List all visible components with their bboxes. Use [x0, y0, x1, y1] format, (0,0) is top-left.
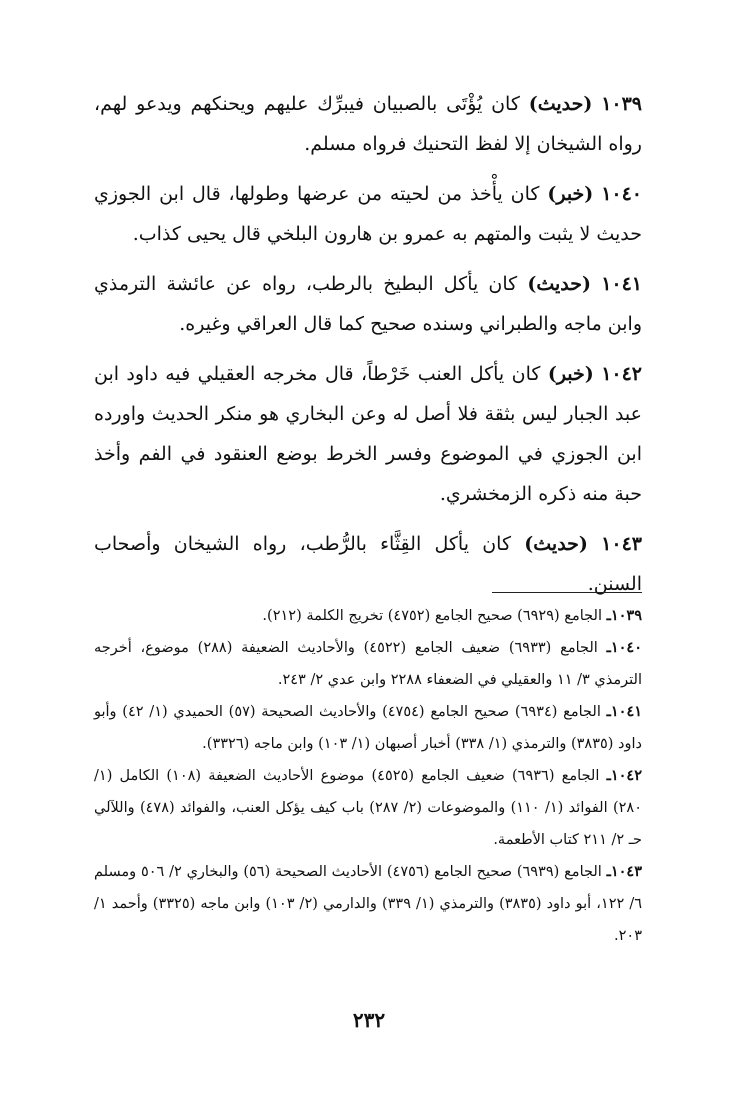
- footnotes: [94, 600, 642, 952]
- main-text: [94, 84, 642, 614]
- footnote-text: الجامع (٦٩٣٤) صحيح الجامع (٤٧٥٤) والأحاديث الصحيحة (٥٧) الحميدي (١/ ٤٢) وأبو داود (٣٨٣٥) والترمذي (١/ ٣٣٨) أخبار أصبهان (١/ ١٠٣) وابن ماجه (٣٣٢٦).: [94, 704, 642, 752]
- entry-number: ١٠٣٩: [601, 93, 643, 115]
- footnote-divider: [492, 592, 642, 593]
- entry-tag: (حديث): [528, 93, 593, 115]
- entry-number: ١٠٤١: [601, 273, 643, 295]
- entry-1042: [94, 354, 642, 514]
- footnote-number: ١٠٤٢ـ: [606, 767, 643, 784]
- entry-tag: (خبر): [547, 363, 594, 385]
- footnote-number: ١٠٤٣ـ: [606, 863, 642, 880]
- footnote-number: ١٠٣٩ـ: [606, 607, 642, 624]
- page-number: ٢٣٢: [352, 1008, 386, 1032]
- footnote-1042: [94, 760, 642, 856]
- footnote-1041: [94, 696, 642, 760]
- entry-1039: [94, 84, 642, 164]
- footnote-number: ١٠٤١ـ: [606, 703, 643, 720]
- entry-1040: [94, 174, 642, 254]
- footnote-text: الجامع (٦٩٢٩) صحيح الجامع (٤٧٥٢) تخريج الكلمة (٢١٢).: [262, 608, 602, 624]
- entry-text: كان يُؤْتَى بالصبيان فيبرِّك عليهم ويحنكهم ويدعو لهم، رواه الشيخان إلا لفظ التحنيك فرواه مسلم.: [94, 93, 642, 155]
- entry-tag: (حديث): [527, 273, 592, 295]
- entry-text: كان يأكل البطيخ بالرطب، رواه عن عائشة الترمذي وابن ماجه والطبراني وسنده صحيح كما قال العراقي وغيره.: [94, 273, 642, 335]
- footnote-text: الجامع (٦٩٣٦) ضعيف الجامع (٤٥٢٥) موضوع الأحاديث الضعيفة (١٠٨) الكامل (١/ ٢٨٠) الفوائد (١/ ١١٠) والموضوعات (٢/ ٢٨٧) باب كيف يؤكل العنب، والفوائد (٤٧٨) واللآلي حـ ٢/ ٢١١ كتاب الأطعمة.: [94, 768, 643, 848]
- footnote-text: الجامع (٦٩٣٩) صحيح الجامع (٤٧٥٦) الأحاديث الصحيحة (٥٦) والبخاري ٢/ ٥٠٦ ومسلم ٦/ ١٢٢، أبو داود (٣٨٣٥) والترمذي (١/ ٣٣٩) والدارمي (٢/ ١٠٣) وابن ماجه (٣٣٢٥) وأحمد ١/ ٢٠٣.: [94, 864, 643, 944]
- footnote-1039: [94, 600, 642, 632]
- entry-tag: (حديث): [524, 533, 588, 555]
- entry-number: ١٠٤٣: [601, 533, 642, 555]
- entry-number: ١٠٤٠: [601, 183, 643, 205]
- entry-tag: (خبر): [547, 183, 594, 205]
- entry-text: كان يأكل القِثَّاء بالرُّطب، رواه الشيخان وأصحاب السنن.: [94, 533, 642, 595]
- entry-1041: [94, 264, 642, 344]
- footnote-1043: [94, 856, 642, 952]
- entry-number: ١٠٤٢: [601, 363, 643, 385]
- footnote-text: الجامع (٦٩٣٣) ضعيف الجامع (٤٥٢٢) والأحاديث الضعيفة (٢٨٨) موضوع، أخرجه الترمذي ٣/ ١١ والعقيلي في الضعفاء ٢٢٨٨ وابن عدي ٢/ ٢٤٣.: [94, 640, 642, 688]
- entry-text: كان يأكل العنب خَرْطاً، قال مخرجه العقيلي فيه داود ابن عبد الجبار ليس بثقة فلا أصل له وعن البخاري هو منكر الحديث واورده ابن الجوزي في الموضوع وفسر الخرط بوضع العنقود في الفم وأخذ حبة منه ذكره الزمخشري.: [94, 363, 642, 505]
- entry-text: كان يأْخذ من لحيته من عرضها وطولها، قال ابن الجوزي حديث لا يثبت والمتهم به عمرو بن هارون البلخي قال يحيى كذاب.: [94, 183, 642, 245]
- footnote-1040: [94, 632, 642, 696]
- footnote-number: ١٠٤٠ـ: [606, 639, 643, 656]
